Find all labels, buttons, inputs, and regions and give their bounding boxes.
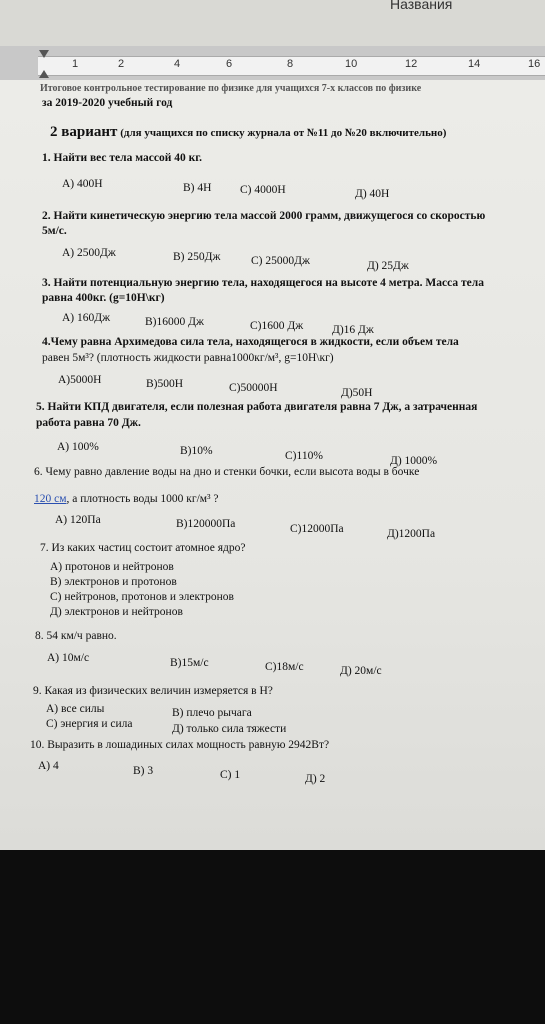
answer-option: А) 400Н bbox=[62, 178, 103, 190]
question-text: 1. Найти вес тела массой 40 кг. bbox=[42, 152, 203, 164]
answer-option: В) плечо рычага bbox=[172, 707, 252, 719]
question-text: 5. Найти КПД двигателя, если полезная работа двигателя равна 7 Дж, а затраченная bbox=[36, 401, 478, 413]
answer-option: Д) 1000% bbox=[390, 455, 438, 467]
answer-option: Д) 40Н bbox=[355, 188, 390, 200]
answer-option: С) 1 bbox=[220, 769, 241, 781]
answer-option: А) 10м/с bbox=[47, 652, 90, 664]
ruler-tick: 12 bbox=[405, 58, 418, 70]
doc-cut-heading: Итоговое контрольное тестирование по физике для учащихся 7-х классов по физике bbox=[40, 83, 422, 94]
question-text: равен 5м³? (плотность жидкости равна1000кг/м³, g=10Н\кг) bbox=[42, 352, 334, 364]
answer-option: А) 2500Дж bbox=[62, 247, 116, 259]
ruler-tick: 14 bbox=[468, 58, 481, 70]
answer-option: Д) только сила тяжести bbox=[172, 723, 287, 735]
question-text: 10. Выразить в лошадиных силах мощность равную 2942Вт? bbox=[30, 739, 330, 751]
answer-option: В) 4Н bbox=[183, 182, 212, 194]
monitor-bezel bbox=[0, 850, 545, 1024]
answer-option: В)15м/с bbox=[170, 657, 209, 669]
variant-note: (для учащихся по списку журнала от №11 до №20 включительно) bbox=[120, 127, 447, 139]
answer-option: Д)16 Дж bbox=[332, 324, 374, 336]
answer-option: А) все силы bbox=[46, 703, 105, 715]
answer-option: Д)50Н bbox=[341, 387, 373, 399]
answer-option: А) 160Дж bbox=[62, 312, 111, 324]
spellcheck-underlined-text[interactable]: 120 см bbox=[34, 493, 67, 505]
ruler-tick: 16 bbox=[528, 58, 541, 70]
horizontal-ruler[interactable] bbox=[0, 46, 545, 80]
answer-option: Д)1200Па bbox=[387, 528, 436, 540]
answer-option: С)12000Па bbox=[290, 523, 344, 535]
question-text: 9. Какая из физических величин измеряется в Н? bbox=[33, 685, 273, 697]
ruler-tick: 8 bbox=[287, 58, 294, 70]
question-text: 3. Найти потенциальную энергию тела, находящегося на высоте 4 метра. Масса тела bbox=[42, 277, 484, 289]
ruler-tick: 6 bbox=[226, 58, 233, 70]
answer-option: С)18м/с bbox=[265, 661, 304, 673]
answer-option: С) 25000Дж bbox=[251, 255, 310, 267]
answer-option: В)500Н bbox=[146, 378, 184, 390]
answer-option: Д) 25Дж bbox=[367, 260, 409, 272]
answer-option: Д) электронов и нейтронов bbox=[50, 606, 183, 618]
answer-option: А) 100% bbox=[57, 441, 99, 453]
answer-option: В) 3 bbox=[133, 765, 154, 777]
left-indent-marker[interactable] bbox=[39, 70, 49, 78]
answer-option: С)50000Н bbox=[229, 382, 278, 394]
question-text: 7. Из каких частиц состоит атомное ядро? bbox=[40, 542, 246, 554]
ribbon-bar bbox=[0, 0, 545, 46]
ruler-tick: 10 bbox=[345, 58, 358, 70]
question-text: 8. 54 км/ч равно. bbox=[35, 630, 117, 642]
answer-option: С) 4000Н bbox=[240, 184, 286, 196]
ruler-tick: 4 bbox=[174, 58, 181, 70]
doc-year-line: за 2019-2020 учебный год bbox=[42, 97, 173, 109]
variant-title: 2 вариант bbox=[50, 124, 118, 140]
answer-option: В) 250Дж bbox=[173, 251, 221, 263]
answer-option: В)120000Па bbox=[176, 518, 236, 530]
first-line-indent-marker[interactable] bbox=[39, 50, 49, 58]
answer-option: Д) 2 bbox=[305, 773, 326, 785]
question-text: работа равна 70 Дж. bbox=[36, 417, 141, 429]
ruler-tick: 2 bbox=[118, 58, 125, 70]
answer-option: А)5000Н bbox=[58, 374, 102, 386]
answer-option: С) энергия и сила bbox=[46, 718, 133, 730]
question-text: 120 см, а плотность воды 1000 кг/м³ ? bbox=[34, 493, 219, 505]
document-page[interactable] bbox=[0, 80, 545, 850]
question-text: 5м/с. bbox=[42, 225, 67, 237]
answer-option: С)110% bbox=[285, 450, 323, 462]
question-text: 6. Чему равно давление воды на дно и стенки бочки, если высота воды в бочке bbox=[34, 466, 420, 478]
answer-option: С)1600 Дж bbox=[250, 320, 304, 332]
answer-option: В)10% bbox=[180, 445, 213, 457]
answer-option: Д) 20м/с bbox=[340, 665, 382, 677]
answer-option: А) 4 bbox=[38, 760, 59, 772]
answer-option: В) электронов и протонов bbox=[50, 576, 177, 588]
answer-option: В)16000 Дж bbox=[145, 316, 204, 328]
variant-heading bbox=[50, 124, 446, 141]
ruler-tick: 1 bbox=[72, 58, 79, 70]
answer-option: А) 120Па bbox=[55, 514, 101, 526]
question-text: 2. Найти кинетическую энергию тела массой 2000 грамм, движущегося со скоростью bbox=[42, 210, 486, 222]
question-text: 4.Чему равна Архимедова сила тела, находящегося в жидкости, если объем тела bbox=[42, 336, 459, 348]
answer-option: С) нейтронов, протонов и электронов bbox=[50, 591, 234, 603]
answer-option: А) протонов и нейтронов bbox=[50, 561, 174, 573]
styles-group-title[interactable]: Названия bbox=[390, 0, 453, 12]
question-text: равна 400кг. (g=10Н\кг) bbox=[42, 292, 165, 304]
